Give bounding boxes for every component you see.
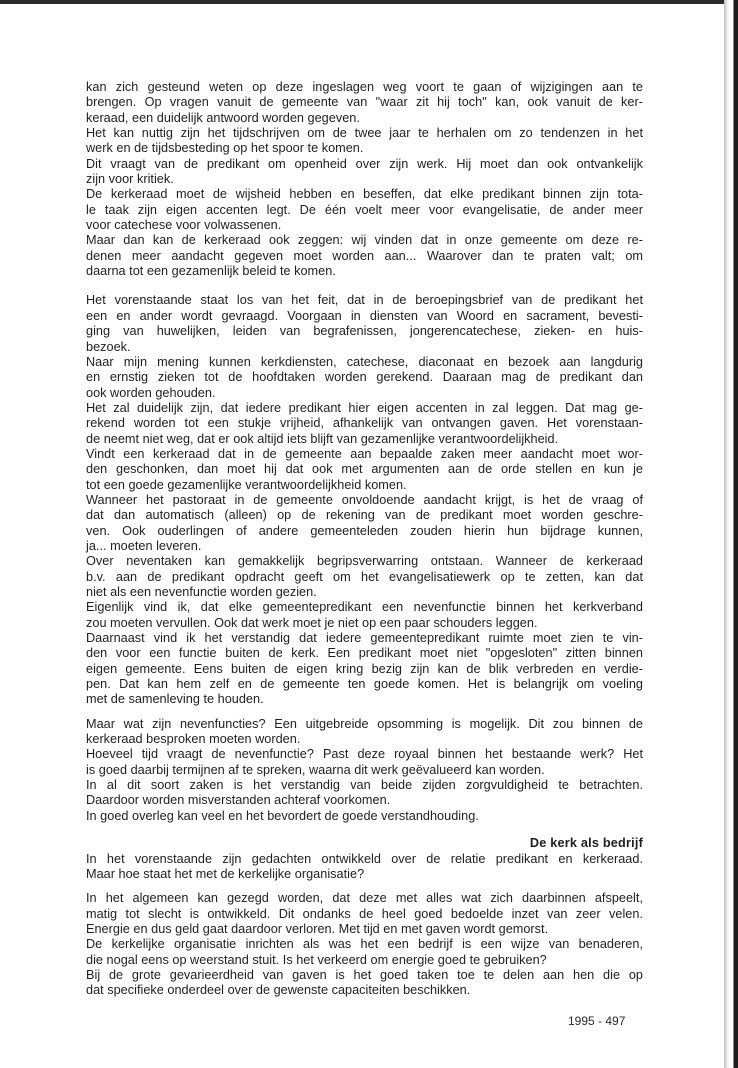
text-line: ging van huwelijken, leiden van begrafenissen, jongerencatechese, zieken- en huis- <box>86 324 643 339</box>
text-line: Het vorenstaande staat los van het feit, dat in de beroepingsbrief van de predikant het <box>86 293 643 308</box>
page-number: 1995 - 497 <box>568 1014 626 1028</box>
text-line: den voor een functie buiten de kerk. Een predikant moet niet "opgesloten" zitten binnen <box>86 646 643 661</box>
paragraph <box>86 447 643 493</box>
text-line: kan zich gesteund weten op deze ingeslagen weg voort te gaan of wijzigingen aan te <box>86 80 643 94</box>
text-line: en ernstig zieken tot de hoofdtaken worden gerekend. Daaraan mag de predikant dan <box>86 370 643 385</box>
text-line: matig tot slecht is ontwikkeld. Dit ondanks de heel goed bedoelde inzet van zeer velen. <box>86 906 643 921</box>
text-line: Maar dan kan de kerkeraad ook zeggen: wij vinden dat in onze gemeente om deze re- <box>86 233 643 248</box>
text-line: voor catechese voor volwassenen. <box>86 218 282 233</box>
scan-border-top <box>0 0 738 4</box>
text-line: bezoek. <box>86 339 131 354</box>
paragraph <box>86 809 643 824</box>
text-line: werk en de tijdsbesteding op het spoor te komen. <box>86 141 364 156</box>
text-line: niet als een nevenfunctie worden gezien. <box>86 585 317 599</box>
paragraph <box>86 852 643 883</box>
text-line: In het algemeen kan gezegd worden, dat deze met alles wat zich daarbinnen afspeelt, <box>86 891 643 906</box>
paragraph <box>86 187 643 233</box>
text-line: Vindt een kerkeraad dat in de gemeente aan bepaalde zaken meer aandacht moet wor- <box>86 446 643 461</box>
text-line: zijn voor kritiek. <box>86 172 174 187</box>
text-line: Daarnaast vind ik het verstandig dat iedere gemeentepredikant ruimte moet zien te vin- <box>86 631 643 646</box>
paragraph <box>86 80 643 126</box>
paragraph <box>86 554 643 600</box>
text-line: In goed overleg kan veel en het bevordert de goede verstandhouding. <box>86 808 479 823</box>
text-line: dat dan automatisch (alleen) op de rekening van de predikant moet worden geschre- <box>86 508 643 523</box>
text-line: le taak zijn eigen accenten legt. De één voelt meer voor evangelisatie, de ander meer <box>86 202 643 217</box>
text-line: De kerkeraad moet de wijsheid hebben en beseffen, dat elke predikant binnen zijn tota- <box>86 187 643 202</box>
text-line: is goed daarbij termijnen af te spreken, waarna dit werk geëvalueerd kan worden. <box>86 762 545 777</box>
text-line: een en ander wordt gevraagd. Voorgaan in diensten van Woord en sacrament, bevesti- <box>86 308 643 323</box>
text-line: Maar wat zijn nevenfuncties? Een uitgebreide opsomming is mogelijk. Dit zou binnen de <box>86 716 643 731</box>
text-line: Bij de grote gevarieerdheid van gaven is het goed taken toe te delen aan hen die op <box>86 967 643 982</box>
text-line: ja... moeten leveren. <box>86 538 202 553</box>
paragraph <box>86 937 643 968</box>
paragraph <box>86 233 643 279</box>
paragraph-spacer <box>86 708 643 717</box>
text-line: Eigenlijk vind ik, dat elke gemeentepredikant een nevenfunctie binnen het kerkverband <box>86 600 643 615</box>
paragraph-spacer <box>86 882 643 891</box>
paragraph <box>86 157 643 188</box>
paragraph <box>86 355 643 401</box>
text-line: ven. Ook ouderlingen of andere gemeenteleden zouden hierin hun bijdrage kunnen, <box>86 523 643 538</box>
paragraph <box>86 126 643 157</box>
paragraph <box>86 717 643 748</box>
paragraph-spacer <box>86 279 643 293</box>
text-line: tot een goede gezamenlijke verantwoordelijkheid komen. <box>86 477 407 492</box>
section-heading: De kerk als bedrijf <box>529 836 643 851</box>
paragraph <box>86 293 643 354</box>
paragraph <box>86 778 643 809</box>
text-line: In al dit soort zaken is het verstandig van beide zijden zorgvuldigheid te betrachten. <box>86 778 643 793</box>
text-line: zou moeten vervullen. Ook dat werk moet je niet op een paar schouders leggen. <box>86 615 538 630</box>
document-body <box>86 80 643 999</box>
paragraph <box>86 493 643 554</box>
text-line: keraad, een duidelijk antwoord worden gegeven. <box>86 110 360 125</box>
paragraph <box>86 891 643 937</box>
paragraph <box>86 631 643 708</box>
text-line: denen meer aandacht gegeven moet worden aan... Waarover dan te praten valt; om <box>86 248 643 263</box>
text-line: Over neventaken kan gemakkelijk begripsverwarring ontstaan. Wanneer de kerkeraad <box>86 554 643 569</box>
text-line: In het vorenstaande zijn gedachten ontwikkeld over de relatie predikant en kerkeraad. <box>86 851 643 866</box>
text-line: Energie en dus geld gaat daardoor verloren. Met tijd en met gaven wordt gemorst. <box>86 921 549 936</box>
text-line: met de samenleving te houden. <box>86 692 264 707</box>
text-line: ook worden gehouden. <box>86 385 216 400</box>
text-line: brengen. Op vragen vanuit de gemeente van "waar zit hij toch" kan, ook vanuit de ker- <box>86 95 643 110</box>
text-line: kerkeraad besproken moeten worden. <box>86 732 301 747</box>
paragraph <box>86 968 643 999</box>
text-line: pen. Dat kan hem zelf en de gemeente ten goede komen. Het is belangrijk om voeling <box>86 677 643 692</box>
text-line: dat specifieke onderdeel over de gewenste capaciteiten beschikken. <box>86 983 471 998</box>
text-line: Het zal duidelijk zijn, dat iedere predikant hier eigen accenten in zal leggen. Dat mag ge- <box>86 400 643 415</box>
text-line: Hoeveel tijd vraagt de nevenfunctie? Past deze royaal binnen het bestaande werk? Het <box>86 747 643 762</box>
text-line: Naar mijn mening kunnen kerkdiensten, catechese, diaconaat en bezoek aan langdurig <box>86 354 643 369</box>
text-line: die nogal eens op weerstand stuit. Is het verkeerd om energie goed te gebruiken? <box>86 952 547 967</box>
text-line: b.v. aan de predikant opdracht geeft om het evangelisatiewerk op te zetten, kan dat <box>86 569 643 584</box>
text-line: Daardoor worden misverstanden achteraf voorkomen. <box>86 793 391 808</box>
text-line: rekend worden tot een stukje vrijheid, afhankelijk van ontvangen gaven. Het vorenstaan- <box>86 416 643 431</box>
text-line: Maar hoe staat het met de kerkelijke organisatie? <box>86 866 365 881</box>
text-line: den geschonken, dan moet hij dat ook met argumenten aan de orde stellen en kun je <box>86 462 643 477</box>
scan-border-right <box>724 0 738 1068</box>
text-line: eigen gemeente. Eens buiten de eigen kring bezig zijn kan de blik verbreden en verdie- <box>86 661 643 676</box>
text-line: daarna tot een gezamenlijk beleid te komen. <box>86 264 336 279</box>
paragraph <box>86 401 643 447</box>
paragraph <box>86 600 643 631</box>
text-line: Wanneer het pastoraat in de gemeente onvoldoende aandacht krijgt, is het de vraag of <box>86 492 643 507</box>
text-line: de neemt niet weg, dat er ook altijd iets blijft van gezamenlijke verantwoordelijkheid. <box>86 431 559 446</box>
paragraph <box>86 747 643 778</box>
text-line: De kerkelijke organisatie inrichten als was het een bedrijf is een wijze van benaderen, <box>86 937 643 952</box>
text-line: Dit vraagt van de predikant om openheid over zijn werk. Hij moet dan ook ontvankelijk <box>86 156 643 171</box>
text-line: Het kan nuttig zijn het tijdschrijven om de twee jaar te herhalen om zo tendenzen in het <box>86 126 643 141</box>
